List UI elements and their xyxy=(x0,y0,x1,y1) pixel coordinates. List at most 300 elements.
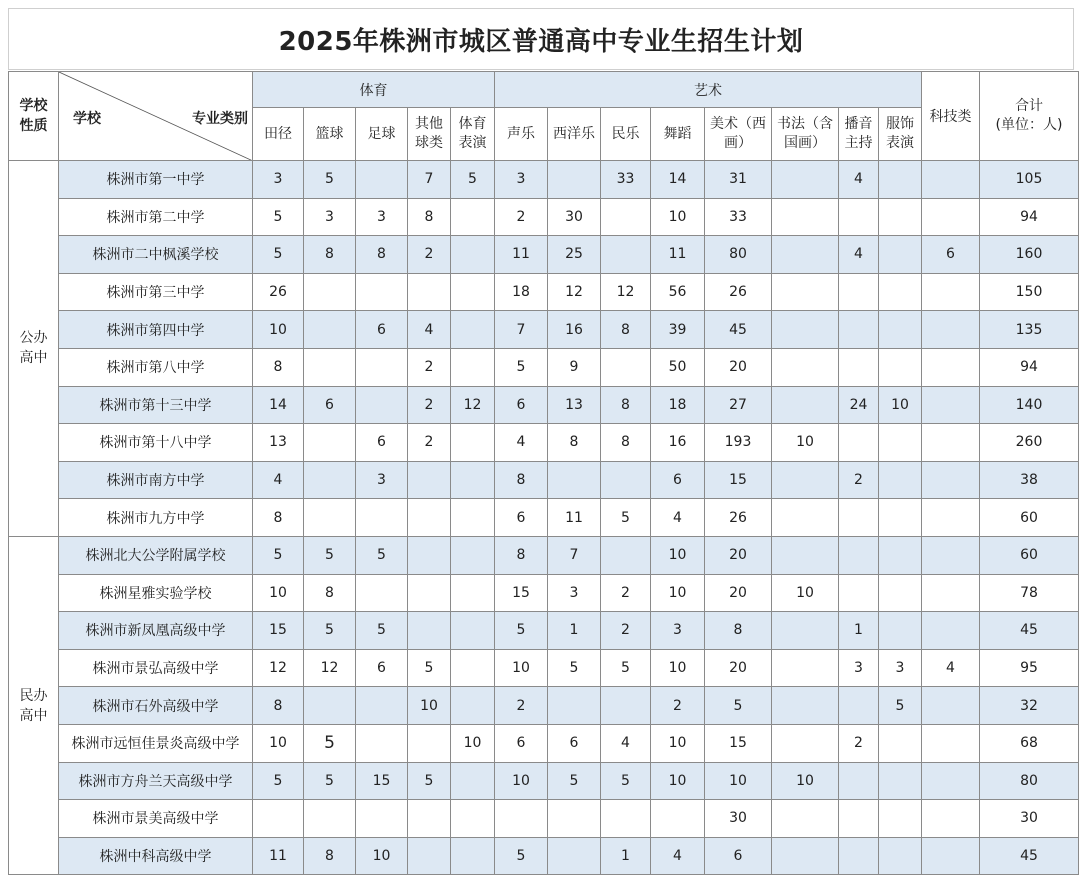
value-cell: 3 xyxy=(839,649,879,687)
value-cell xyxy=(408,574,451,612)
school-name-cell: 株洲市景弘高级中学 xyxy=(59,649,253,687)
value-cell: 4 xyxy=(651,499,705,537)
value-cell: 8 xyxy=(253,687,304,725)
value-cell: 1 xyxy=(839,612,879,650)
header-school-nature: 学校 性质 xyxy=(9,72,59,161)
value-cell xyxy=(408,461,451,499)
value-cell: 14 xyxy=(651,161,705,199)
value-cell: 10 xyxy=(408,687,451,725)
school-name-cell: 株洲市第一中学 xyxy=(59,161,253,199)
value-cell: 27 xyxy=(705,386,772,424)
value-cell xyxy=(601,348,651,386)
value-cell: 26 xyxy=(705,273,772,311)
value-cell: 11 xyxy=(495,236,548,274)
value-cell: 30 xyxy=(705,800,772,838)
value-cell: 11 xyxy=(548,499,601,537)
value-cell: 4 xyxy=(922,649,980,687)
page-title: 2025年株洲市城区普通高中专业生招生计划 xyxy=(8,8,1074,70)
value-cell: 26 xyxy=(253,273,304,311)
value-cell xyxy=(601,800,651,838)
table-row xyxy=(9,762,1079,800)
header-football: 足球 xyxy=(356,108,408,161)
value-cell xyxy=(839,800,879,838)
value-cell: 10 xyxy=(253,574,304,612)
header-vocal: 声乐 xyxy=(495,108,548,161)
value-cell xyxy=(879,837,922,875)
value-cell: 12 xyxy=(304,649,356,687)
table-row xyxy=(9,724,1079,762)
value-cell: 4 xyxy=(601,724,651,762)
value-cell xyxy=(879,161,922,199)
value-cell xyxy=(772,273,839,311)
table-row xyxy=(9,687,1079,725)
value-cell: 8 xyxy=(601,386,651,424)
value-cell xyxy=(922,461,980,499)
value-cell xyxy=(922,724,980,762)
value-cell: 5 xyxy=(601,649,651,687)
value-cell: 5 xyxy=(356,536,408,574)
value-cell: 50 xyxy=(651,348,705,386)
value-cell: 56 xyxy=(651,273,705,311)
value-cell xyxy=(879,762,922,800)
value-cell: 33 xyxy=(705,198,772,236)
value-cell: 8 xyxy=(356,236,408,274)
value-cell xyxy=(304,273,356,311)
header-tech: 科技类 xyxy=(922,72,980,161)
value-cell: 15 xyxy=(495,574,548,612)
value-cell xyxy=(451,800,495,838)
school-name-cell: 株洲市远恒佳景炎高级中学 xyxy=(59,724,253,762)
school-name-cell: 株洲星雅实验学校 xyxy=(59,574,253,612)
value-cell: 10 xyxy=(451,724,495,762)
value-cell xyxy=(451,612,495,650)
value-cell: 38 xyxy=(980,461,1079,499)
value-cell: 5 xyxy=(548,762,601,800)
value-cell xyxy=(304,424,356,462)
value-cell: 5 xyxy=(495,348,548,386)
value-cell xyxy=(772,348,839,386)
value-cell xyxy=(548,461,601,499)
value-cell: 4 xyxy=(408,311,451,349)
value-cell: 5 xyxy=(495,612,548,650)
value-cell xyxy=(356,273,408,311)
value-cell: 8 xyxy=(495,536,548,574)
value-cell: 8 xyxy=(408,198,451,236)
table-row xyxy=(9,198,1079,236)
value-cell xyxy=(922,348,980,386)
value-cell xyxy=(772,837,839,875)
table-row xyxy=(9,800,1079,838)
value-cell: 150 xyxy=(980,273,1079,311)
value-cell xyxy=(839,536,879,574)
value-cell: 10 xyxy=(772,424,839,462)
value-cell: 8 xyxy=(304,837,356,875)
table-row xyxy=(9,348,1079,386)
value-cell xyxy=(922,161,980,199)
value-cell: 6 xyxy=(495,499,548,537)
value-cell: 5 xyxy=(601,499,651,537)
value-cell xyxy=(839,762,879,800)
value-cell: 60 xyxy=(980,499,1079,537)
value-cell xyxy=(356,499,408,537)
value-cell: 7 xyxy=(495,311,548,349)
school-nature-cell: 民办 高中 xyxy=(9,536,59,874)
value-cell: 5 xyxy=(304,612,356,650)
table-row xyxy=(9,273,1079,311)
value-cell xyxy=(408,536,451,574)
value-cell xyxy=(408,612,451,650)
value-cell: 10 xyxy=(495,762,548,800)
school-name-cell: 株洲市第二中学 xyxy=(59,198,253,236)
value-cell xyxy=(772,236,839,274)
value-cell: 20 xyxy=(705,574,772,612)
header-dance: 舞蹈 xyxy=(651,108,705,161)
value-cell: 15 xyxy=(705,724,772,762)
school-name-cell: 株洲市第四中学 xyxy=(59,311,253,349)
value-cell xyxy=(922,687,980,725)
value-cell: 18 xyxy=(651,386,705,424)
value-cell: 5 xyxy=(601,762,651,800)
value-cell xyxy=(304,348,356,386)
value-cell xyxy=(601,687,651,725)
enrollment-table xyxy=(8,71,1079,875)
value-cell: 6 xyxy=(356,424,408,462)
value-cell: 15 xyxy=(705,461,772,499)
value-cell: 6 xyxy=(705,837,772,875)
school-name-cell: 株洲市石外高级中学 xyxy=(59,687,253,725)
value-cell: 2 xyxy=(495,687,548,725)
value-cell: 26 xyxy=(705,499,772,537)
value-cell xyxy=(772,499,839,537)
value-cell: 5 xyxy=(408,649,451,687)
value-cell: 94 xyxy=(980,198,1079,236)
value-cell xyxy=(253,800,304,838)
value-cell: 5 xyxy=(451,161,495,199)
value-cell: 8 xyxy=(253,348,304,386)
value-cell: 8 xyxy=(304,236,356,274)
value-cell xyxy=(356,348,408,386)
school-name-cell: 株洲市九方中学 xyxy=(59,499,253,537)
value-cell xyxy=(839,499,879,537)
table-row xyxy=(9,461,1079,499)
school-name-cell: 株洲北大公学附属学校 xyxy=(59,536,253,574)
value-cell: 80 xyxy=(705,236,772,274)
value-cell: 10 xyxy=(651,198,705,236)
value-cell: 10 xyxy=(651,649,705,687)
value-cell: 3 xyxy=(253,161,304,199)
value-cell: 8 xyxy=(705,612,772,650)
value-cell xyxy=(548,687,601,725)
value-cell: 3 xyxy=(356,461,408,499)
value-cell: 78 xyxy=(980,574,1079,612)
value-cell: 80 xyxy=(980,762,1079,800)
value-cell xyxy=(879,198,922,236)
value-cell: 10 xyxy=(879,386,922,424)
value-cell xyxy=(451,536,495,574)
value-cell xyxy=(451,348,495,386)
value-cell xyxy=(922,311,980,349)
value-cell: 5 xyxy=(705,687,772,725)
value-cell: 2 xyxy=(839,461,879,499)
value-cell: 1 xyxy=(601,837,651,875)
value-cell: 10 xyxy=(651,574,705,612)
value-cell: 16 xyxy=(548,311,601,349)
value-cell: 33 xyxy=(601,161,651,199)
value-cell: 31 xyxy=(705,161,772,199)
value-cell: 45 xyxy=(705,311,772,349)
value-cell xyxy=(451,837,495,875)
value-cell xyxy=(304,461,356,499)
header-sports: 体育 xyxy=(253,72,495,108)
value-cell: 2 xyxy=(408,424,451,462)
header-other-ball: 其他 球类 xyxy=(408,108,451,161)
value-cell xyxy=(839,198,879,236)
school-name-cell: 株洲市南方中学 xyxy=(59,461,253,499)
value-cell: 5 xyxy=(304,762,356,800)
header-sports-performance: 体育 表演 xyxy=(451,108,495,161)
value-cell xyxy=(879,311,922,349)
value-cell: 12 xyxy=(253,649,304,687)
value-cell: 18 xyxy=(495,273,548,311)
value-cell: 24 xyxy=(839,386,879,424)
value-cell xyxy=(408,499,451,537)
value-cell: 32 xyxy=(980,687,1079,725)
value-cell xyxy=(772,724,839,762)
value-cell: 13 xyxy=(253,424,304,462)
value-cell xyxy=(548,837,601,875)
table-row xyxy=(9,649,1079,687)
school-name-cell: 株洲市方舟兰天高级中学 xyxy=(59,762,253,800)
value-cell xyxy=(879,236,922,274)
header-total: 合计 (单位：人) xyxy=(980,72,1079,161)
value-cell: 30 xyxy=(980,800,1079,838)
value-cell: 15 xyxy=(356,762,408,800)
value-cell xyxy=(356,724,408,762)
value-cell: 25 xyxy=(548,236,601,274)
value-cell: 3 xyxy=(495,161,548,199)
value-cell: 7 xyxy=(548,536,601,574)
value-cell xyxy=(356,800,408,838)
value-cell: 11 xyxy=(651,236,705,274)
value-cell: 260 xyxy=(980,424,1079,462)
value-cell: 5 xyxy=(879,687,922,725)
value-cell xyxy=(879,724,922,762)
value-cell: 6 xyxy=(548,724,601,762)
value-cell: 1 xyxy=(548,612,601,650)
school-name-cell: 株洲市第三中学 xyxy=(59,273,253,311)
value-cell: 68 xyxy=(980,724,1079,762)
value-cell xyxy=(922,612,980,650)
value-cell xyxy=(772,536,839,574)
value-cell: 135 xyxy=(980,311,1079,349)
value-cell: 13 xyxy=(548,386,601,424)
value-cell xyxy=(356,574,408,612)
value-cell: 10 xyxy=(253,724,304,762)
value-cell xyxy=(451,499,495,537)
value-cell: 6 xyxy=(356,649,408,687)
school-nature-cell: 公办 高中 xyxy=(9,161,59,537)
value-cell: 3 xyxy=(879,649,922,687)
header-corner xyxy=(59,72,253,161)
value-cell: 10 xyxy=(356,837,408,875)
value-cell: 12 xyxy=(451,386,495,424)
value-cell: 8 xyxy=(495,461,548,499)
value-cell: 7 xyxy=(408,161,451,199)
value-cell: 2 xyxy=(408,348,451,386)
school-name-cell: 株洲市第八中学 xyxy=(59,348,253,386)
value-cell xyxy=(922,499,980,537)
value-cell xyxy=(879,348,922,386)
value-cell: 10 xyxy=(772,762,839,800)
school-name-cell: 株洲市新凤凰高级中学 xyxy=(59,612,253,650)
value-cell: 140 xyxy=(980,386,1079,424)
value-cell xyxy=(651,800,705,838)
value-cell xyxy=(304,311,356,349)
value-cell: 10 xyxy=(651,724,705,762)
value-cell: 5 xyxy=(253,536,304,574)
value-cell: 5 xyxy=(356,612,408,650)
value-cell: 6 xyxy=(495,724,548,762)
header-fine-art: 美术（西 画） xyxy=(705,108,772,161)
table-row xyxy=(9,311,1079,349)
value-cell: 5 xyxy=(253,762,304,800)
value-cell xyxy=(772,612,839,650)
value-cell: 5 xyxy=(408,762,451,800)
value-cell xyxy=(451,198,495,236)
value-cell xyxy=(772,311,839,349)
value-cell xyxy=(451,273,495,311)
value-cell xyxy=(495,800,548,838)
value-cell: 3 xyxy=(548,574,601,612)
value-cell xyxy=(601,536,651,574)
value-cell: 12 xyxy=(548,273,601,311)
value-cell: 6 xyxy=(922,236,980,274)
value-cell: 94 xyxy=(980,348,1079,386)
value-cell: 5 xyxy=(304,724,356,762)
header-broadcasting: 播音 主持 xyxy=(839,108,879,161)
value-cell xyxy=(922,762,980,800)
value-cell: 105 xyxy=(980,161,1079,199)
value-cell xyxy=(601,461,651,499)
value-cell: 15 xyxy=(253,612,304,650)
value-cell xyxy=(304,687,356,725)
header-basketball: 篮球 xyxy=(304,108,356,161)
value-cell xyxy=(922,800,980,838)
value-cell: 20 xyxy=(705,536,772,574)
value-cell xyxy=(772,800,839,838)
value-cell xyxy=(839,687,879,725)
value-cell xyxy=(408,273,451,311)
value-cell: 10 xyxy=(705,762,772,800)
header-art: 艺术 xyxy=(495,72,922,108)
value-cell xyxy=(451,311,495,349)
value-cell: 12 xyxy=(601,273,651,311)
value-cell: 60 xyxy=(980,536,1079,574)
value-cell xyxy=(451,687,495,725)
value-cell: 3 xyxy=(304,198,356,236)
value-cell xyxy=(304,499,356,537)
value-cell: 6 xyxy=(651,461,705,499)
table-row xyxy=(9,574,1079,612)
value-cell: 193 xyxy=(705,424,772,462)
school-name-cell: 株洲中科高级中学 xyxy=(59,837,253,875)
value-cell xyxy=(548,800,601,838)
value-cell xyxy=(879,612,922,650)
value-cell xyxy=(601,198,651,236)
value-cell xyxy=(879,424,922,462)
value-cell xyxy=(408,837,451,875)
value-cell: 2 xyxy=(601,612,651,650)
table-row xyxy=(9,386,1079,424)
value-cell xyxy=(839,348,879,386)
school-name-cell: 株洲市二中枫溪学校 xyxy=(59,236,253,274)
value-cell: 9 xyxy=(548,348,601,386)
value-cell xyxy=(356,687,408,725)
value-cell: 10 xyxy=(651,536,705,574)
table-row xyxy=(9,612,1079,650)
value-cell: 20 xyxy=(705,649,772,687)
value-cell xyxy=(922,386,980,424)
value-cell xyxy=(922,536,980,574)
value-cell: 8 xyxy=(253,499,304,537)
value-cell xyxy=(879,461,922,499)
value-cell xyxy=(879,499,922,537)
value-cell xyxy=(408,800,451,838)
value-cell: 10 xyxy=(253,311,304,349)
value-cell: 8 xyxy=(601,424,651,462)
value-cell: 2 xyxy=(651,687,705,725)
value-cell xyxy=(879,273,922,311)
header-calligraphy: 书法（含 国画） xyxy=(772,108,839,161)
header-folk-music: 民乐 xyxy=(601,108,651,161)
value-cell: 20 xyxy=(705,348,772,386)
value-cell xyxy=(451,461,495,499)
header-western-music: 西洋乐 xyxy=(548,108,601,161)
value-cell xyxy=(922,837,980,875)
table-row xyxy=(9,161,1079,199)
value-cell: 10 xyxy=(651,762,705,800)
value-cell xyxy=(356,161,408,199)
value-cell: 45 xyxy=(980,612,1079,650)
value-cell: 5 xyxy=(253,236,304,274)
value-cell: 3 xyxy=(356,198,408,236)
value-cell: 3 xyxy=(651,612,705,650)
value-cell xyxy=(922,574,980,612)
header-category: 专业类别 xyxy=(192,111,248,127)
value-cell: 2 xyxy=(408,236,451,274)
value-cell xyxy=(451,574,495,612)
value-cell: 30 xyxy=(548,198,601,236)
value-cell xyxy=(356,386,408,424)
school-name-cell: 株洲市景美高级中学 xyxy=(59,800,253,838)
value-cell xyxy=(922,273,980,311)
value-cell: 6 xyxy=(356,311,408,349)
value-cell: 6 xyxy=(495,386,548,424)
value-cell: 2 xyxy=(408,386,451,424)
header-fashion-show: 服饰 表演 xyxy=(879,108,922,161)
value-cell xyxy=(879,800,922,838)
value-cell: 11 xyxy=(253,837,304,875)
value-cell: 6 xyxy=(304,386,356,424)
value-cell xyxy=(548,161,601,199)
value-cell xyxy=(772,161,839,199)
value-cell: 45 xyxy=(980,837,1079,875)
value-cell: 2 xyxy=(495,198,548,236)
value-cell xyxy=(304,800,356,838)
value-cell: 14 xyxy=(253,386,304,424)
value-cell: 10 xyxy=(495,649,548,687)
value-cell xyxy=(451,424,495,462)
